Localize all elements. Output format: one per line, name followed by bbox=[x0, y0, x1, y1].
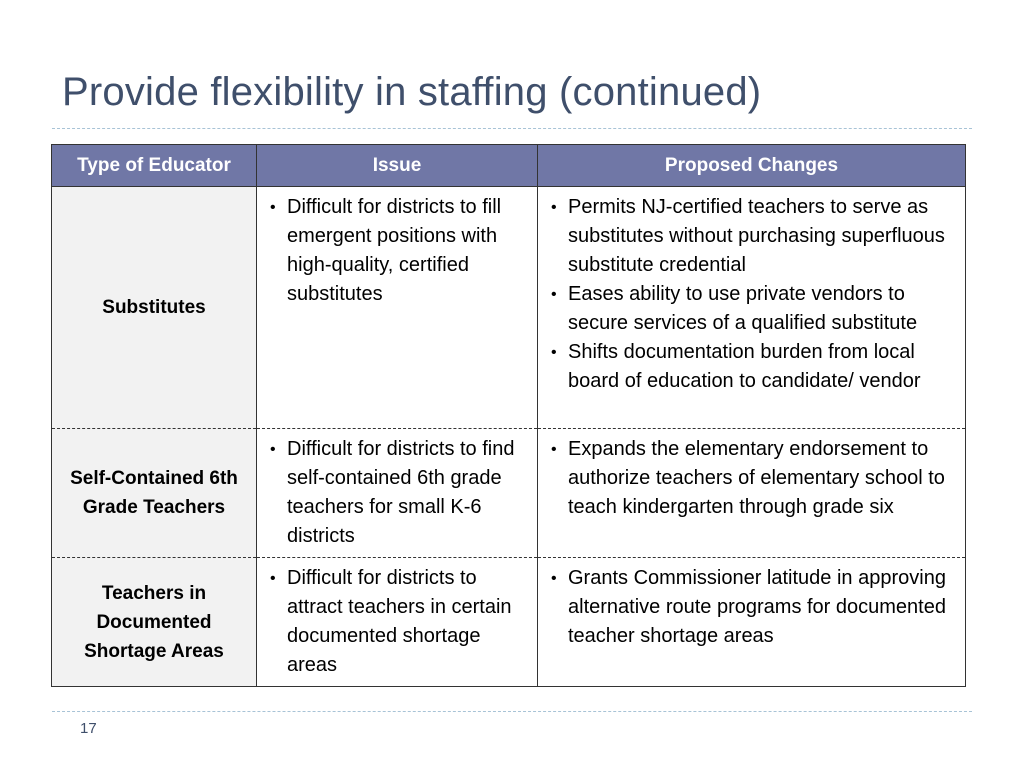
staffing-table bbox=[51, 144, 966, 687]
list-item: • Permits NJ-certified teachers to serve as substitutes without purchasing superfluous substitute credential bbox=[548, 193, 955, 280]
changes-cell bbox=[538, 429, 966, 558]
list-item: • Difficult for districts to attract teachers in certain documented shortage areas bbox=[267, 564, 527, 680]
issue-cell bbox=[257, 558, 538, 687]
changes-list bbox=[548, 193, 955, 396]
issue-list bbox=[267, 564, 527, 680]
changes-cell bbox=[538, 187, 966, 429]
table-row bbox=[52, 429, 966, 558]
footer-divider bbox=[52, 711, 972, 712]
changes-list bbox=[548, 435, 955, 522]
page-number: 17 bbox=[80, 720, 97, 737]
list-item: • Difficult for districts to find self-contained 6th grade teachers for small K-6 districts bbox=[267, 435, 527, 551]
educator-type-cell: Self-Contained 6th Grade Teachers bbox=[52, 429, 257, 558]
changes-cell bbox=[538, 558, 966, 687]
list-item: • Eases ability to use private vendors to secure services of a qualified substitute bbox=[548, 280, 955, 338]
header-issue: Issue bbox=[257, 145, 538, 187]
educator-type-cell: Substitutes bbox=[52, 187, 257, 429]
header-row bbox=[52, 145, 966, 187]
table-row bbox=[52, 558, 966, 687]
header-type-of-educator: Type of Educator bbox=[52, 145, 257, 187]
list-item: • Expands the elementary endorsement to authorize teachers of elementary school to teach kindergarten through grade six bbox=[548, 435, 955, 522]
title-divider bbox=[52, 128, 972, 129]
header-proposed-changes: Proposed Changes bbox=[538, 145, 966, 187]
slide-title: Provide flexibility in staffing (continued) bbox=[62, 70, 762, 114]
educator-type-cell: Teachers in Documented Shortage Areas bbox=[52, 558, 257, 687]
issue-list bbox=[267, 193, 527, 309]
list-item: • Grants Commissioner latitude in approving alternative route programs for documented teacher shortage areas bbox=[548, 564, 955, 651]
issue-list bbox=[267, 435, 527, 551]
list-item: • Shifts documentation burden from local board of education to candidate/ vendor bbox=[548, 338, 955, 396]
list-item: • Difficult for districts to fill emergent positions with high-quality, certified substitutes bbox=[267, 193, 527, 309]
issue-cell bbox=[257, 429, 538, 558]
changes-list bbox=[548, 564, 955, 651]
issue-cell bbox=[257, 187, 538, 429]
table-row bbox=[52, 187, 966, 429]
